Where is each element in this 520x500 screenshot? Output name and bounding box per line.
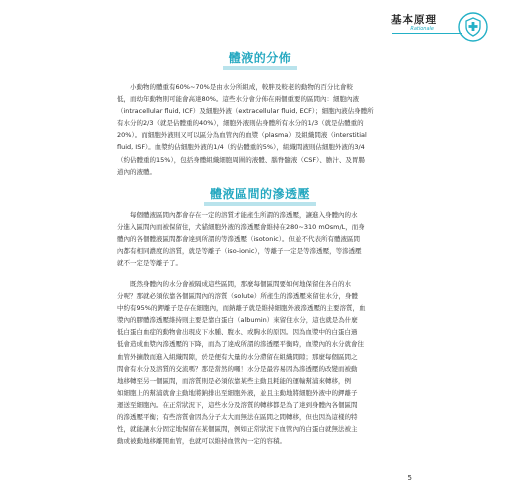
medical-shield-icon bbox=[456, 10, 490, 44]
text-line: 體內的各個體液區間都會達到所謂的等滲透壓（isotonic）。但並不代表所有體液區間 bbox=[117, 235, 360, 244]
text-line: 有水分的2/3（就是佔體重的40%），細胞外液則佔身體所有水分的1/3（就是佔體重的 bbox=[117, 119, 364, 128]
text-line: 內都有相同濃度的溶質，就是等離子（iso-ionic），等離子一定是等滲透壓，等滲透壓 bbox=[117, 247, 362, 256]
page-number: 5 bbox=[407, 474, 412, 482]
section-heading-text: 體液的分佈 bbox=[223, 53, 298, 70]
text-line: 20%）。而細胞外液則又可以區分為血管內的血漿（plasma）及組織間液（interstitial bbox=[117, 131, 367, 140]
paragraph-fluid-distribution bbox=[117, 81, 410, 178]
text-line: 低，而幼年動物則可能會高達80%。這些水分會分佈在兩個重要的區間內：細胞內液 bbox=[117, 95, 359, 104]
text-line: （約佔體重的15%），包括身體組織細胞周圍的液體、腦脊髓液（CSF）、膽汁、及胃腸 bbox=[117, 155, 365, 164]
paragraph-osmotic-intro bbox=[117, 209, 410, 269]
text-line: 道內的液體。 bbox=[117, 167, 156, 176]
text-line: 地移轉至另一個區間，而溶質則是必須依靠某些主動且耗能的運輸幫浦來轉移，例 bbox=[117, 376, 351, 385]
text-line: （intracellular fluid, ICF）及細胞外液（extracellular fluid, ECF）；細胞內液佔身體所 bbox=[117, 107, 374, 116]
text-line: 低會造成血漿內滲透壓的下降，而為了達成所謂的滲透壓平衡時，血漿內的水分就會往 bbox=[117, 340, 364, 349]
running-header-subtitle: Rationale bbox=[410, 26, 434, 32]
section-heading-fluid-distribution bbox=[0, 51, 520, 70]
text-line: 的滲透壓平衡；有些溶質會因為分子太大而無法在區間之間轉移，但也因為這樣的特 bbox=[117, 413, 358, 422]
section-heading-text: 體液區間的滲透壓 bbox=[204, 189, 316, 206]
text-line: 漿內的膠體滲透壓維持則主要是靠白蛋白（albumin）來留住水分，這也就是為什麼 bbox=[117, 316, 358, 325]
text-line: 中約有95%的鉀離子是存在細胞內，而鈉離子就是維持細胞外液滲透壓的主要溶質，血 bbox=[117, 304, 366, 313]
text-line: 如細胞上的幫浦就會主動地將鈉排出至細胞外液，並且主動地將細胞外液中的鉀離子 bbox=[117, 388, 358, 397]
text-line: 小動物的體重有60%~70%是由水分所組成，較胖及較老的動物的百分比會較 bbox=[130, 83, 353, 91]
text-line: 每個體液區間內都會存在一定的溶質才能產生所謂的滲透壓，讓進入身體內的水 bbox=[130, 211, 358, 219]
header-rule bbox=[392, 33, 462, 34]
running-header-title: 基本原理 bbox=[391, 14, 437, 26]
text-line: 低白蛋白血症的動物會出現皮下水腫、腹水、或胸水的原因。因為血漿中的白蛋白過 bbox=[117, 328, 358, 337]
text-line: 性，就能讓水分固定地保留在某個區間，例如正常狀況下血管內的白蛋白就無法被主 bbox=[117, 425, 358, 434]
text-line: 既然身體內的水分會被隔成這些區間，那麼每個區間要如何地保留住各自的水 bbox=[130, 280, 351, 288]
text-line: 血管外擴散而進入組織間隙，於是便有大量的水分滯留在組織間隙；那麼每個區間之 bbox=[117, 352, 358, 361]
paragraph-osmotic-detail bbox=[117, 278, 410, 447]
text-line: 動或被動地移離開血管，也就可以維持血管內一定的容積。 bbox=[117, 437, 286, 446]
text-line: 分呢？那就必須依靠各個區間內的溶質（solute）所產生的滲透壓來留住水分，身體 bbox=[117, 292, 358, 301]
text-line: 就不一定是等離子了。 bbox=[117, 259, 182, 268]
text-line: 運送至細胞內。在正常狀況下，這些水分及溶質的轉移都是為了達到身體內各個區間 bbox=[117, 400, 358, 409]
text-line: 間會有水分及溶質的交流嗎？那是當然的囉！水分是最容易因為滲透壓的改變而被動 bbox=[117, 364, 358, 373]
text-line: fluid, ISF）。血漿約佔細胞外液的1/4（約佔體重的5%），組織間液則佔細胞外液的3/4 bbox=[117, 143, 365, 152]
text-line: 分進入區間內而被保留住，犬貓細胞外液的滲透壓會維持在280~310 mOsm/L，而身 bbox=[117, 223, 365, 232]
section-heading-osmotic-pressure bbox=[0, 187, 520, 206]
